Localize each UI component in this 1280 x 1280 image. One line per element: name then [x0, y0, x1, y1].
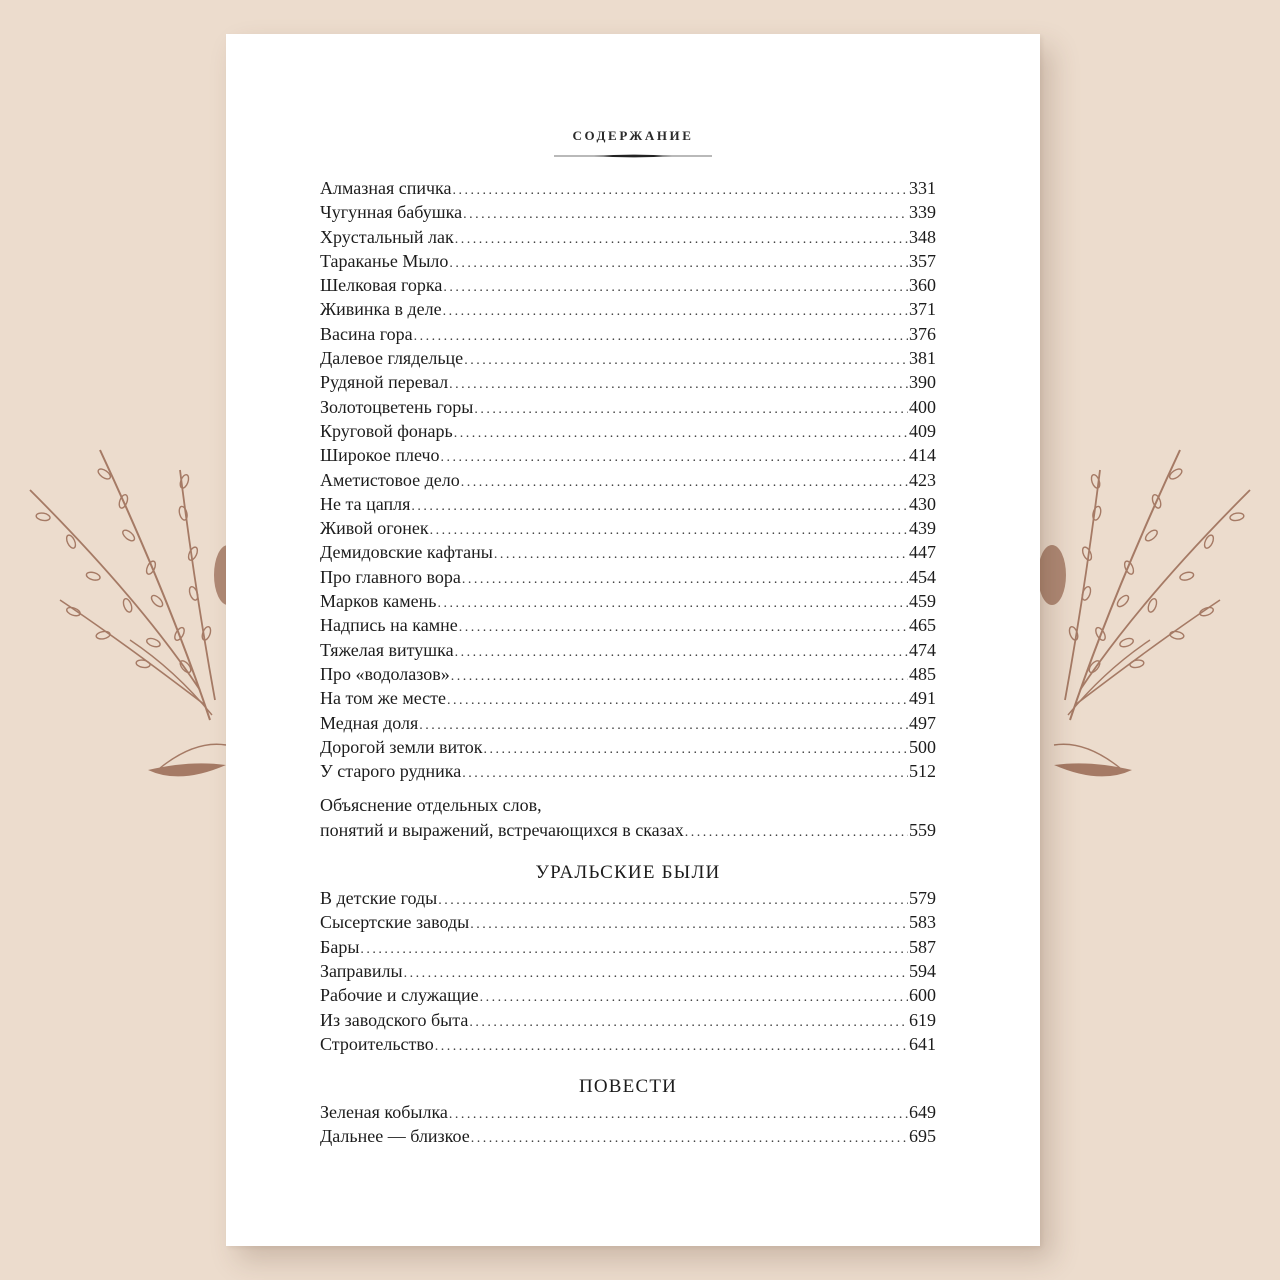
- entry-title: Золотоцветень горы: [320, 396, 474, 417]
- dot-leader: [449, 373, 908, 397]
- entry-page: 695: [909, 1126, 936, 1147]
- dot-leader: [462, 762, 908, 786]
- dot-leader: [480, 986, 908, 1010]
- dot-leader: [455, 641, 908, 665]
- toc-entry[interactable]: [320, 443, 936, 467]
- dot-leader: [471, 1127, 908, 1151]
- entry-title: Дальнее — близкое: [320, 1126, 470, 1147]
- dot-leader: [464, 349, 908, 373]
- entry-page: 371: [909, 299, 936, 320]
- dot-leader: [455, 228, 908, 252]
- toc-entry[interactable]: [320, 176, 936, 200]
- toc-entry[interactable]: [320, 370, 936, 394]
- entry-title: Сысертские заводы: [320, 912, 470, 933]
- entry-page: 376: [909, 323, 936, 344]
- entry-title: Бары: [320, 936, 360, 957]
- sections: [320, 861, 936, 1149]
- dot-leader: [685, 821, 908, 845]
- dot-leader: [469, 1011, 908, 1035]
- toc-entry[interactable]: [320, 910, 936, 934]
- appendix-title-line2: понятий и выражений, встречающихся в сказах: [320, 819, 684, 840]
- entry-page: 439: [909, 518, 936, 539]
- appendix-page: 559: [909, 819, 936, 840]
- section-heading: УРАЛЬСКИЕ БЫЛИ: [535, 862, 721, 884]
- dot-leader: [459, 616, 908, 640]
- entry-title: Зеленая кобылка: [320, 1102, 448, 1123]
- dot-leader: [453, 179, 908, 203]
- main-entries: [320, 176, 936, 783]
- entry-page: 430: [909, 493, 936, 514]
- entry-title: Живинка в деле: [320, 299, 442, 320]
- toc-entry[interactable]: [320, 759, 936, 783]
- entry-page: 474: [909, 639, 936, 660]
- entry-title: Из заводского быта: [320, 1009, 469, 1030]
- toc-section: [320, 1075, 936, 1149]
- toc-entry[interactable]: [320, 297, 936, 321]
- dot-leader: [438, 889, 908, 913]
- entry-title: Демидовские кафтаны: [320, 542, 493, 563]
- entry-title: Дорогой земли виток: [320, 736, 483, 757]
- entry-title: Не та цапля: [320, 493, 411, 514]
- entry-title: Надпись на камне: [320, 615, 458, 636]
- toc-entry[interactable]: [320, 419, 936, 443]
- toc-entry[interactable]: [320, 225, 936, 249]
- page-title: СОДЕРЖАНИЕ: [572, 128, 694, 143]
- appendix-row: [320, 818, 936, 842]
- entry-page: 339: [909, 202, 936, 223]
- appendix-title-line1: Объяснение отдельных слов,: [320, 795, 542, 816]
- entry-title: Медная доля: [320, 712, 419, 733]
- toc-entry[interactable]: [320, 1124, 936, 1148]
- dot-leader: [449, 1103, 908, 1127]
- dot-leader: [441, 446, 908, 470]
- dot-leader: [494, 543, 908, 567]
- willow-branch-left-icon: [30, 450, 242, 776]
- toc-entry[interactable]: [320, 589, 936, 613]
- entry-title: Рудяной перевал: [320, 372, 449, 393]
- entry-title: В детские годы: [320, 888, 438, 909]
- toc-entry[interactable]: [320, 662, 936, 686]
- toc-entry[interactable]: [320, 565, 936, 589]
- dot-leader: [419, 714, 908, 738]
- entry-page: 649: [909, 1102, 936, 1123]
- toc-entry[interactable]: [320, 735, 936, 759]
- entry-page: 583: [909, 912, 936, 933]
- entry-title: Чугунная бабушка: [320, 202, 463, 223]
- toc-entry[interactable]: [320, 959, 936, 983]
- page-header: [226, 128, 1040, 159]
- entry-title: Алмазная спичка: [320, 178, 452, 198]
- toc-section: [320, 861, 936, 1056]
- entry-title: У старого рудника: [320, 761, 462, 782]
- entry-title: На том же месте: [320, 688, 447, 709]
- entry-page: 390: [909, 372, 936, 393]
- toc-entry[interactable]: [320, 468, 936, 492]
- entry-title: Марков камень: [320, 591, 437, 612]
- entry-title: Про главного вора: [320, 566, 461, 587]
- entry-page: 600: [909, 985, 936, 1006]
- dot-leader: [462, 568, 908, 592]
- toc-entry[interactable]: [320, 249, 936, 273]
- entry-page: 619: [909, 1009, 936, 1030]
- entry-page: 459: [909, 591, 936, 612]
- dot-leader: [449, 252, 908, 276]
- entry-page: 348: [909, 226, 936, 247]
- entry-title: Рабочие и служащие: [320, 985, 479, 1006]
- dot-leader: [463, 203, 908, 227]
- toc-entry[interactable]: [320, 273, 936, 297]
- toc-entry[interactable]: [320, 1100, 936, 1124]
- entry-title: Заправилы: [320, 960, 403, 981]
- dot-leader: [435, 1035, 908, 1059]
- toc-entry[interactable]: [320, 983, 936, 1007]
- entry-title: Далевое глядельце: [320, 348, 464, 369]
- toc-entry[interactable]: [320, 711, 936, 735]
- entry-title: Тяжелая витушка: [320, 639, 454, 660]
- toc-entry[interactable]: [320, 1008, 936, 1032]
- table-of-contents: [320, 176, 936, 1149]
- toc-entry[interactable]: [320, 395, 936, 419]
- entry-title: Круговой фонарь: [320, 420, 453, 441]
- entry-title: Шелковая горка: [320, 275, 443, 296]
- toc-entry[interactable]: [320, 1032, 936, 1056]
- willow-branch-right-icon: [1038, 450, 1250, 776]
- dot-leader: [470, 913, 908, 937]
- entry-page: 491: [909, 688, 936, 709]
- entry-page: 500: [909, 736, 936, 757]
- dot-leader: [447, 689, 908, 713]
- dot-leader: [443, 300, 908, 324]
- book-page: [226, 34, 1040, 1246]
- entry-title: Про «водолазов»: [320, 663, 450, 684]
- dot-leader: [443, 276, 908, 300]
- entry-page: 381: [909, 348, 936, 369]
- entry-title: Тараканье Мыло: [320, 250, 449, 271]
- dot-leader: [483, 738, 908, 762]
- entry-page: 641: [909, 1033, 936, 1054]
- entry-page: 400: [909, 396, 936, 417]
- entry-page: 454: [909, 566, 936, 587]
- toc-entry[interactable]: [320, 886, 936, 910]
- entry-page: 497: [909, 712, 936, 733]
- entry-page: 579: [909, 888, 936, 909]
- toc-entry[interactable]: [320, 638, 936, 662]
- entry-page: 423: [909, 469, 936, 490]
- toc-entry[interactable]: [320, 686, 936, 710]
- dot-leader: [411, 495, 908, 519]
- entry-page: 485: [909, 663, 936, 684]
- dot-leader: [404, 962, 908, 986]
- toc-entry[interactable]: [320, 935, 936, 959]
- toc-entry[interactable]: [320, 322, 936, 346]
- appendix-entry[interactable]: [320, 793, 936, 842]
- dot-leader: [451, 665, 908, 689]
- title-rule-ornament-icon: [554, 153, 712, 159]
- entry-page: 414: [909, 445, 936, 466]
- entry-page: 331: [909, 178, 936, 198]
- section-heading: ПОВЕСТИ: [578, 1076, 678, 1098]
- entry-title: Аметистовое дело: [320, 469, 460, 490]
- dot-leader: [454, 422, 908, 446]
- toc-entry[interactable]: [320, 346, 936, 370]
- entry-page: 409: [909, 420, 936, 441]
- entry-page: 465: [909, 615, 936, 636]
- dot-leader: [414, 325, 908, 349]
- entry-page: 512: [909, 761, 936, 782]
- entry-page: 360: [909, 275, 936, 296]
- entry-title: Широкое плечо: [320, 445, 440, 466]
- dot-leader: [474, 398, 908, 422]
- toc-entry[interactable]: [320, 613, 936, 637]
- entry-title: Хрустальный лак: [320, 226, 454, 247]
- dot-leader: [430, 519, 908, 543]
- entry-page: 594: [909, 960, 936, 981]
- dot-leader: [438, 592, 908, 616]
- entry-title: Васина гора: [320, 323, 413, 344]
- entry-page: 447: [909, 542, 936, 563]
- toc-entry[interactable]: [320, 540, 936, 564]
- toc-entry[interactable]: [320, 200, 936, 224]
- entry-page: 587: [909, 936, 936, 957]
- dot-leader: [461, 471, 908, 495]
- entry-page: 357: [909, 250, 936, 271]
- entry-title: Живой огонек: [320, 518, 429, 539]
- entry-title: Строительство: [320, 1033, 434, 1054]
- dot-leader: [360, 938, 908, 962]
- toc-entry[interactable]: [320, 492, 936, 516]
- toc-entry[interactable]: [320, 516, 936, 540]
